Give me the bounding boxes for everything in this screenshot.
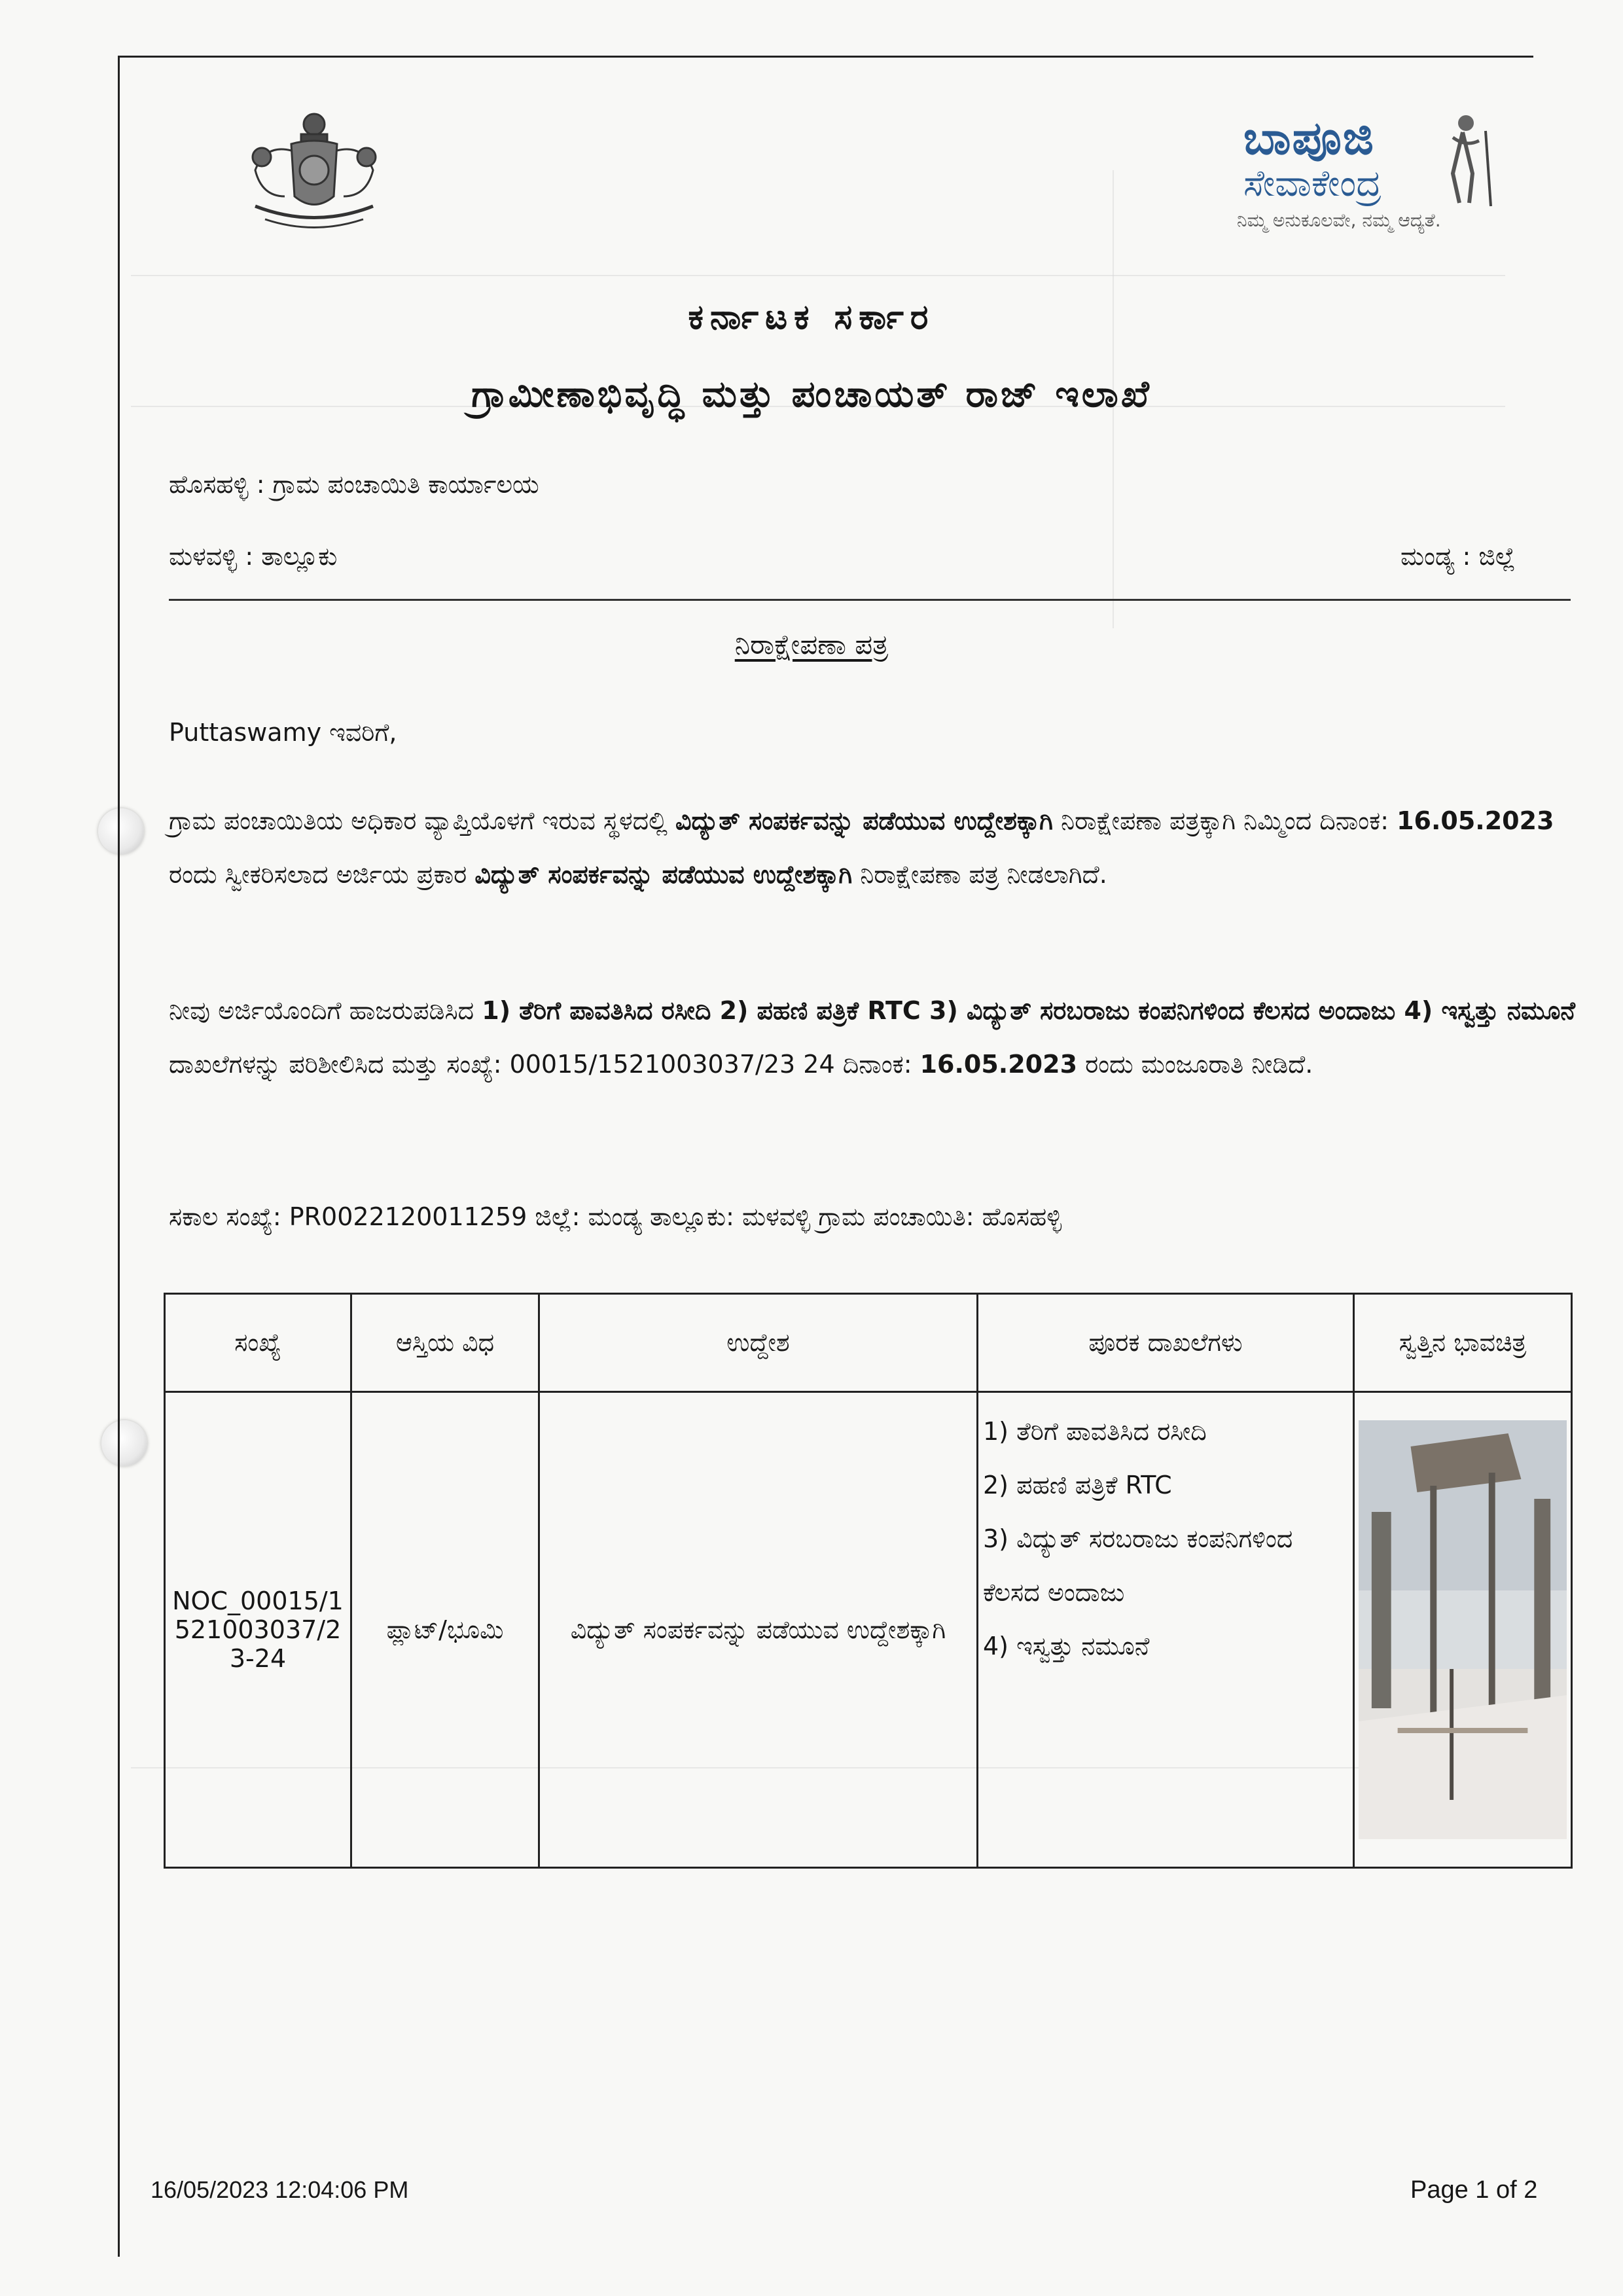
print-timestamp: 16/05/2023 12:04:06 PM (151, 2176, 409, 2203)
document-item: 4) ಇಸ್ವತ್ತು ನಮೂನೆ (983, 1632, 1150, 1660)
table-row (165, 1392, 1572, 1868)
header-divider (169, 599, 1571, 601)
document-title: ನಿರಾಕ್ಷೇಪಣಾ ಪತ್ರ (734, 628, 889, 660)
logo-tagline: ನಿಮ್ಮ ಅನುಕೂಲವೇ, ನಮ್ಮ ಆದ್ಯತೆ. (1237, 209, 1441, 231)
state-emblem-icon (229, 98, 399, 239)
header-purpose: ಉದ್ದೇಶ (539, 1294, 978, 1392)
supporting-documents (978, 1392, 1354, 1868)
table-header-row (165, 1294, 1572, 1392)
logo-title: ಬಾಪೂಜಿ (1243, 111, 1375, 165)
property-photo-cell (1354, 1392, 1572, 1868)
gandhi-figure-icon (1427, 111, 1499, 209)
header-documents: ಪೂರಕ ದಾಖಲೆಗಳು (978, 1294, 1354, 1392)
header-photo: ಸ್ವತ್ತಿನ ಭಾವಚಿತ್ರ (1354, 1294, 1572, 1392)
bapuji-sevakendra-logo (1237, 111, 1512, 249)
document-item: 1) ತೆರಿಗೆ ಪಾವತಿಸಿದ ರಸೀದಿ (983, 1417, 1207, 1446)
header-property-type: ಆಸ್ತಿಯ ವಿಧ (351, 1294, 539, 1392)
district-name: ಮಂಡ್ಯ : ಜಿಲ್ಲೆ (1400, 542, 1516, 571)
government-name: ಕರ್ನಾಟಕ ಸರ್ಕಾರ (688, 298, 935, 337)
taluk-name: ಮಳವಳ್ಳಿ : ತಾಲ್ಲೂಕು (169, 542, 338, 571)
purpose: ವಿದ್ಯುತ್ ಸಂಪರ್ಕವನ್ನು ಪಡೆಯುವ ಉದ್ದೇಶಕ್ಕಾಗಿ (539, 1392, 978, 1868)
logo-subtitle: ಸೇವಾಕೇಂದ್ರ (1243, 162, 1382, 205)
header-number: ಸಂಖ್ಯೆ (165, 1294, 351, 1392)
paragraph-application: ಗ್ರಾಮ ಪಂಚಾಯಿತಿಯ ಅಧಿಕಾರ ವ್ಯಾಪ್ತಿಯೊಳಗೆ ಇರುವ ಸ್ಥಳದಲ್ಲಿ ವಿದ್ಯುತ್ ಸಂಪರ್ಕವನ್ನು ಪಡೆಯುವ ಉದ್ದೇಶಕ್ಕಾಗಿ ನಿರಾಕ್ಷೇಪಣಾ ಪತ್ರಕ್ಕಾಗಿ ನಿಮ್ಮಿಂದ ದಿನಾಂಕ: 16.05.2023 ರಂದು ಸ್ವೀಕರಿಸಲಾದ ಅರ್ಜಿಯ ಪ್ರಕಾರ ವಿದ್ಯುತ್ ಸಂಪರ್ಕವನ್ನು ಪಡೆಯುವ ಉದ್ದೇಶಕ್ಕಾಗಿ ನಿರಾಕ್ಷೇಪಣಾ ಪತ್ರ ನೀಡಲಾಗಿದೆ. (169, 806, 1554, 889)
salutation: Puttaswamy ಇವರಿಗೆ, (169, 718, 397, 747)
department-name: ಗ್ರಾಮೀಣಾಭಿವೃದ್ಧಿ ಮತ್ತು ಪಂಚಾಯತ್ ರಾಜ್ ಇಲಾಖೆ (471, 373, 1152, 416)
paragraph-documents: ನೀವು ಅರ್ಜಿಯೊಂದಿಗೆ ಹಾಜರುಪಡಿಸಿದ 1) ತೆರಿಗೆ ಪಾವತಿಸಿದ ರಸೀದಿ 2) ಪಹಣಿ ಪತ್ರಿಕೆ RTC 3) ವಿದ್ಯುತ್ ಸರಬರಾಜು ಕಂಪನಿಗಳಿಂದ ಕೆಲಸದ ಅಂದಾಜು 4) ಇಸ್ವತ್ತು ನಮೂನೆ ದಾಖಲೆಗಳನ್ನು ಪರಿಶೀಲಿಸಿದ ಮತ್ತು ಸಂಖ್ಯೆ: 00015/1521003037/23 24 ದಿನಾಂಕ: 16.05.2023 ರಂದು ಮಂಜೂರಾತಿ ನೀಡಿದೆ. (169, 996, 1576, 1079)
property-photo-icon (1359, 1420, 1567, 1839)
page-number: Page 1 of 2 (1410, 2176, 1538, 2204)
noc-number: NOC_00015/1521003037/23-24 (165, 1392, 351, 1868)
document-item: 2) ಪಹಣಿ ಪತ್ರಿಕೆ RTC (983, 1471, 1172, 1499)
document-item: 3) ವಿದ್ಯುತ್ ಸರಬರಾಜು ಕಂಪನಿಗಳಿಂದ ಕೆಲಸದ ಅಂದಾಜು (983, 1524, 1293, 1607)
gram-panchayat-office: ಹೊಸಹಳ್ಳಿ : ಗ್ರಾಮ ಪಂಚಾಯಿತಿ ಕಾರ್ಯಾಲಯ (169, 470, 539, 499)
property-type: ಪ್ಲಾಟ್/ಭೂಮಿ (351, 1392, 539, 1868)
noc-table (164, 1293, 1573, 1869)
sakala-number-line: ಸಕಾಲ ಸಂಖ್ಯೆ: PR0022120011259 ಜಿಲ್ಲೆ: ಮಂಡ್ಯ ತಾಲ್ಲೂಕು: ಮಳವಳ್ಳಿ ಗ್ರಾಮ ಪಂಚಾಯಿತಿ: ಹೊಸಹಳ್ಳಿ (169, 1202, 1062, 1231)
